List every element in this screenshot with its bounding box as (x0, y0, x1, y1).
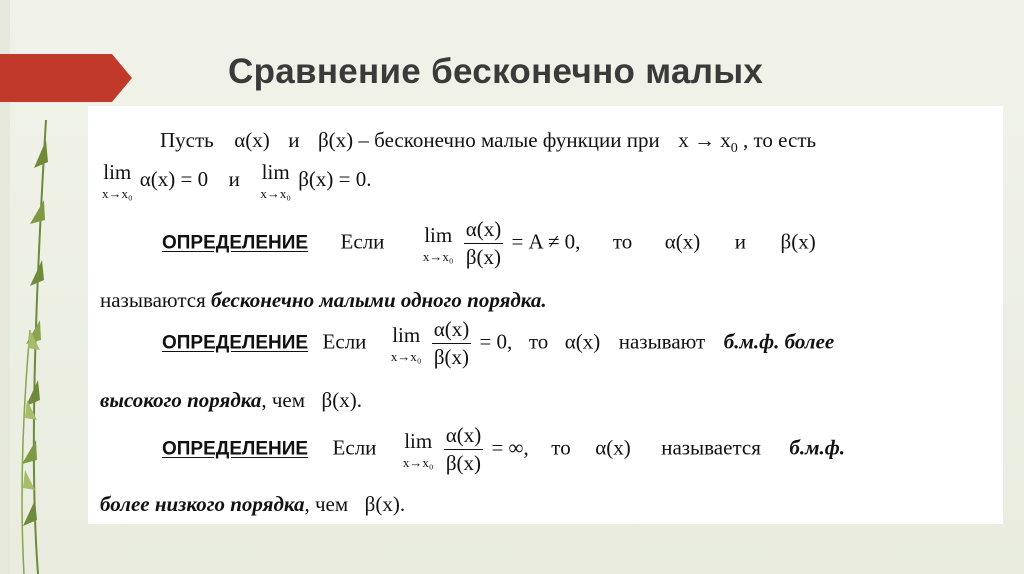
definition-2-line-1 (162, 318, 834, 369)
limit-alpha (102, 162, 133, 200)
numerator: α(x) (432, 318, 472, 344)
definition-label: ОПРЕДЕЛЕНИЕ (162, 438, 309, 460)
then-word: то (551, 435, 571, 460)
definition-1-text: называются (100, 288, 211, 312)
limit-beta (260, 162, 291, 200)
period: . (366, 166, 372, 191)
lim-subscript: x→x₀ (260, 186, 291, 201)
fraction (444, 424, 484, 475)
denominator: β(x) (445, 451, 482, 476)
called-word: называется (661, 435, 761, 460)
lim-word: lim (103, 160, 132, 184)
lim-subscript: x→x₀ (390, 348, 422, 364)
then-word: то (612, 229, 633, 254)
called-word: называют (618, 329, 706, 354)
definition-label: ОПРЕДЕЛЕНИЕ (162, 232, 309, 254)
definition-2-term-start: б.м.ф. более (723, 329, 835, 354)
definition-3-term-start: б.м.ф. (789, 435, 846, 460)
lim-subscript: x→x₀ (402, 454, 434, 470)
definition-1-term: бесконечно малыми одного порядка. (211, 288, 547, 312)
limit-rhs: = ∞, (491, 435, 529, 460)
period: . (399, 492, 406, 516)
beta-x: β(x) (318, 128, 354, 152)
beta-x: β(x) (364, 492, 400, 516)
lim-subscript: x→x₀ (422, 248, 454, 264)
limit-rhs: = 0, (479, 329, 513, 354)
definition-3-line-2 (100, 492, 405, 517)
than-word: , чем (261, 388, 306, 412)
slide-title: Сравнение бесконечно малых (228, 52, 764, 91)
and-word: и (734, 229, 747, 254)
limit-rhs: = A ≠ 0, (511, 229, 581, 254)
fraction (432, 318, 472, 369)
then-word: то (528, 329, 549, 354)
limit (402, 428, 434, 470)
lim-word: lim (261, 160, 290, 184)
intro-line-1 (160, 128, 816, 157)
content-panel (88, 106, 1003, 524)
intro-and: и (228, 166, 240, 191)
intro-text-4: , то есть (743, 128, 817, 152)
definition-2-line-2 (100, 388, 362, 413)
beta-limit-expr: β(x) = 0 (298, 166, 367, 191)
definition-3-term-end: более низкого порядка (100, 492, 305, 516)
x0-subscript: 0 (730, 141, 738, 157)
if-word: Если (322, 329, 367, 354)
lim-word: lim (404, 428, 433, 453)
alpha-x: α(x) (595, 435, 631, 460)
alpha-x: α(x) (234, 128, 270, 152)
title-ribbon (0, 50, 140, 110)
limit (390, 322, 422, 364)
period: . (356, 388, 362, 412)
if-word: Если (340, 229, 385, 254)
fraction (464, 218, 504, 269)
if-word: Если (332, 435, 377, 460)
numerator: α(x) (444, 424, 484, 450)
alpha-x: α(x) (664, 229, 701, 254)
intro-text-2: и (288, 128, 300, 152)
alpha-x: α(x) (564, 329, 601, 354)
alpha-limit-expr: α(x) = 0 (139, 166, 209, 191)
limit (422, 222, 454, 264)
denominator: β(x) (433, 345, 470, 370)
intro-text-1: Пусть (160, 128, 214, 152)
lim-subscript: x→x₀ (102, 186, 133, 201)
beta-x: β(x) (321, 388, 357, 412)
definition-1-line-1 (162, 218, 816, 269)
numerator: α(x) (464, 218, 504, 244)
definition-1-line-2 (100, 288, 547, 313)
intro-text-3: – бесконечно малые функции при (358, 128, 660, 152)
definition-label: ОПРЕДЕЛЕНИЕ (162, 332, 309, 354)
definition-3-line-1 (162, 424, 845, 475)
than-word: , чем (304, 492, 349, 516)
definition-2-term-end: высокого порядка (100, 388, 262, 412)
denominator: β(x) (465, 245, 502, 270)
lim-word: lim (392, 322, 421, 347)
intro-line-2 (100, 162, 371, 200)
x-to-x0: x → x (678, 128, 731, 152)
lim-word: lim (424, 222, 453, 247)
beta-x: β(x) (780, 229, 816, 254)
